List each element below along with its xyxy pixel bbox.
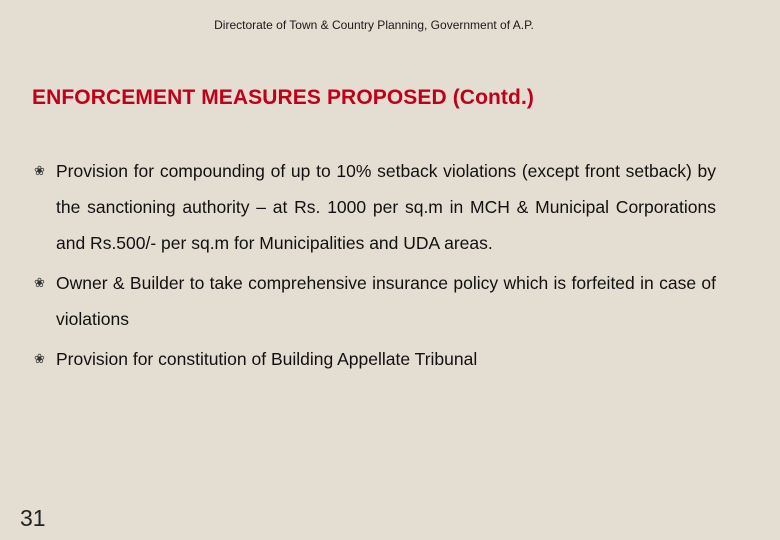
bullet-item-tribunal xyxy=(33,341,716,377)
bullet-item-compounding xyxy=(33,153,716,261)
flower-bullet-icon: ❀ xyxy=(34,351,45,366)
header-text: Directorate of Town & Country Planning, Government of A.P. xyxy=(214,18,534,32)
bullet-list xyxy=(33,153,716,381)
bullet-text: Provision for compounding of up to 10% setback violations (except front setback) by the sanctioning authority – at Rs. 1000 per sq.m in MCH & Municipal Corporations and Rs.500/- per sq.m for Municipalities and UDA areas. xyxy=(56,161,716,253)
page-number: 31 xyxy=(20,505,46,531)
flower-bullet-icon: ❀ xyxy=(34,275,45,290)
slide-title: ENFORCEMENT MEASURES PROPOSED (Contd.) xyxy=(32,86,534,109)
bullet-text: Provision for constitution of Building Appellate Tribunal xyxy=(56,349,478,369)
bullet-text: Owner & Builder to take comprehensive insurance policy which is forfeited in case of violations xyxy=(56,273,716,329)
flower-bullet-icon: ❀ xyxy=(34,163,45,178)
bullet-item-insurance xyxy=(33,265,716,337)
